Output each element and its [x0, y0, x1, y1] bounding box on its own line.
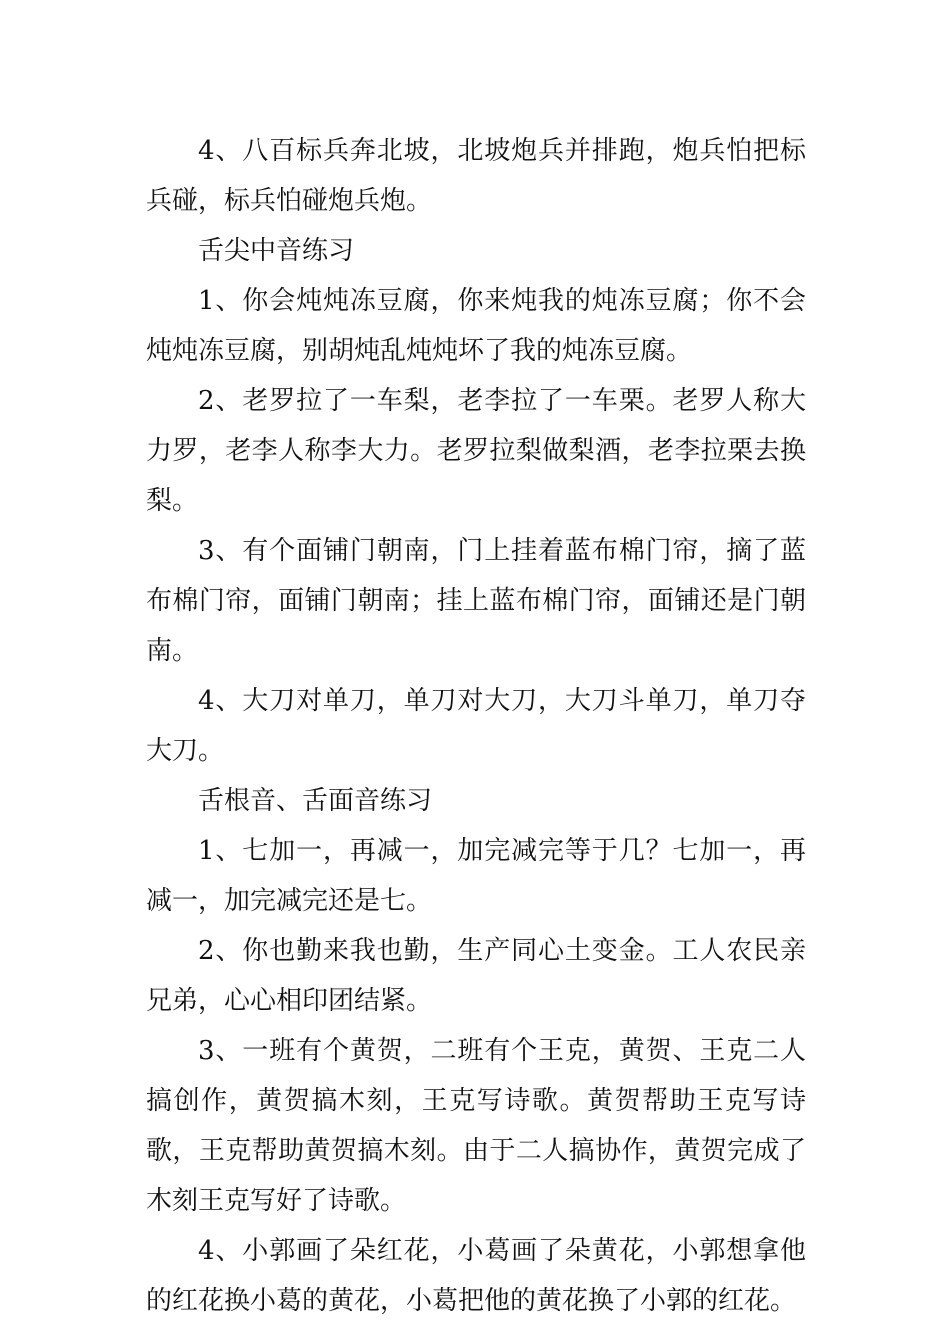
tongue-twister-item: 4、八百标兵奔北坡，北坡炮兵并排跑，炮兵怕把标兵碰，标兵怕碰炮兵炮。 [146, 136, 806, 216]
tongue-twister-item: 4、大刀对单刀，单刀对大刀，大刀斗单刀，单刀夺大刀。 [146, 686, 806, 766]
tongue-twister-item: 2、你也勤来我也勤，生产同心土变金。工人农民亲兄弟，心心相印团结紧。 [146, 936, 806, 1016]
tongue-twister-item: 4、小郭画了朵红花，小葛画了朵黄花，小郭想拿他的红花换小葛的黄花，小葛把他的黄花换了小郭的红花。 [146, 1236, 806, 1316]
section-heading: 舌尖中音练习 [198, 236, 355, 266]
document-body [146, 126, 806, 1326]
tongue-twister-item: 1、七加一，再减一，加完减完等于几？七加一，再减一，加完减完还是七。 [146, 836, 806, 916]
tongue-twister-item: 2、老罗拉了一车梨，老李拉了一车栗。老罗人称大力罗，老李人称李大力。老罗拉梨做梨酒，老李拉栗去换梨。 [146, 386, 806, 516]
tongue-twister-item: 3、一班有个黄贺，二班有个王克，黄贺、王克二人搞创作，黄贺搞木刻，王克写诗歌。黄贺帮助王克写诗歌，王克帮助黄贺搞木刻。由于二人搞协作，黄贺完成了木刻王克写好了诗歌。 [146, 1036, 806, 1216]
tongue-twister-item: 1、你会炖炖冻豆腐，你来炖我的炖冻豆腐；你不会炖炖冻豆腐，别胡炖乱炖炖坏了我的炖冻豆腐。 [146, 286, 806, 366]
tongue-twister-item: 3、有个面铺门朝南，门上挂着蓝布棉门帘，摘了蓝布棉门帘，面铺门朝南；挂上蓝布棉门帘，面铺还是门朝南。 [146, 536, 806, 666]
section-heading: 舌根音、舌面音练习 [198, 786, 433, 816]
